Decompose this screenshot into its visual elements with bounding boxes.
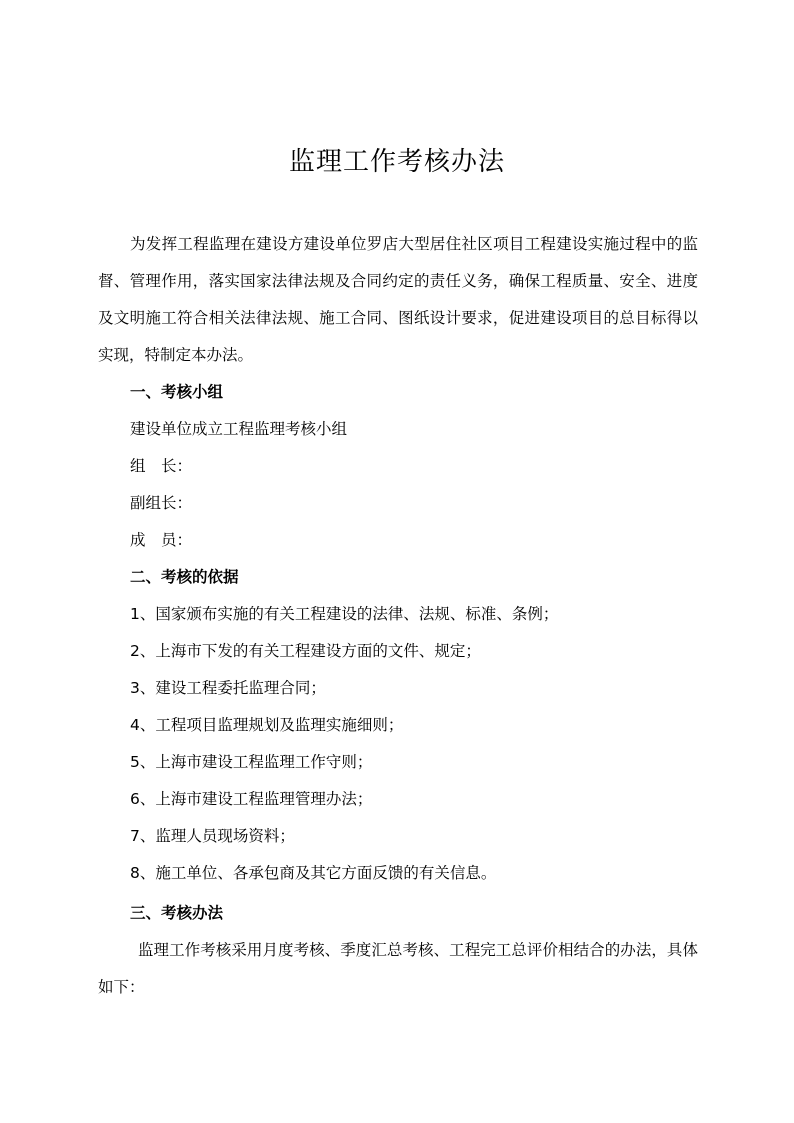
- basis-item: 5、上海市建设工程监理工作守则；: [130, 753, 373, 771]
- basis-item: 4、工程项目监理规划及监理实施细则；: [130, 716, 404, 734]
- leader-field: 组 长：: [130, 457, 193, 475]
- section1-heading: 一、考核小组: [130, 383, 224, 401]
- basis-item: 7、监理人员现场资料；: [130, 827, 295, 845]
- members-field: 成 员：: [130, 531, 193, 549]
- section3-heading: 三、考核办法: [130, 904, 224, 922]
- section3-paragraph: 监理工作考核采用月度考核、季度汇总考核、工程完工总评价相结合的办法，具体如下：: [98, 941, 698, 996]
- basis-item: 3、建设工程委托监理合同；: [130, 679, 326, 697]
- deputy-field: 副组长：: [130, 494, 193, 512]
- basis-item: 2、上海市下发的有关工程建设方面的文件、规定；: [130, 642, 481, 660]
- basis-item: 1、国家颁布实施的有关工程建设的法律、法规、标准、条例；: [130, 605, 559, 623]
- section2-heading: 二、考核的依据: [130, 568, 239, 586]
- intro-paragraph: 为发挥工程监理在建设方建设单位罗店大型居住社区项目工程建设实施过程中的监督、管理作用，落实国家法律法规及合同约定的责任义务，确保工程质量、安全、进度及文明施工符合相关法律法规、施工合同、图纸设计要求，促进建设项目的总目标得以实现，特制定本办法。: [98, 235, 698, 364]
- basis-item: 6、上海市建设工程监理管理办法；: [130, 790, 373, 808]
- section1-text: 建设单位成立工程监理考核小组: [130, 420, 348, 438]
- basis-item: 8、施工单位、各承包商及其它方面反馈的有关信息。: [130, 864, 497, 882]
- document-title: 监理工作考核办法: [288, 147, 505, 177]
